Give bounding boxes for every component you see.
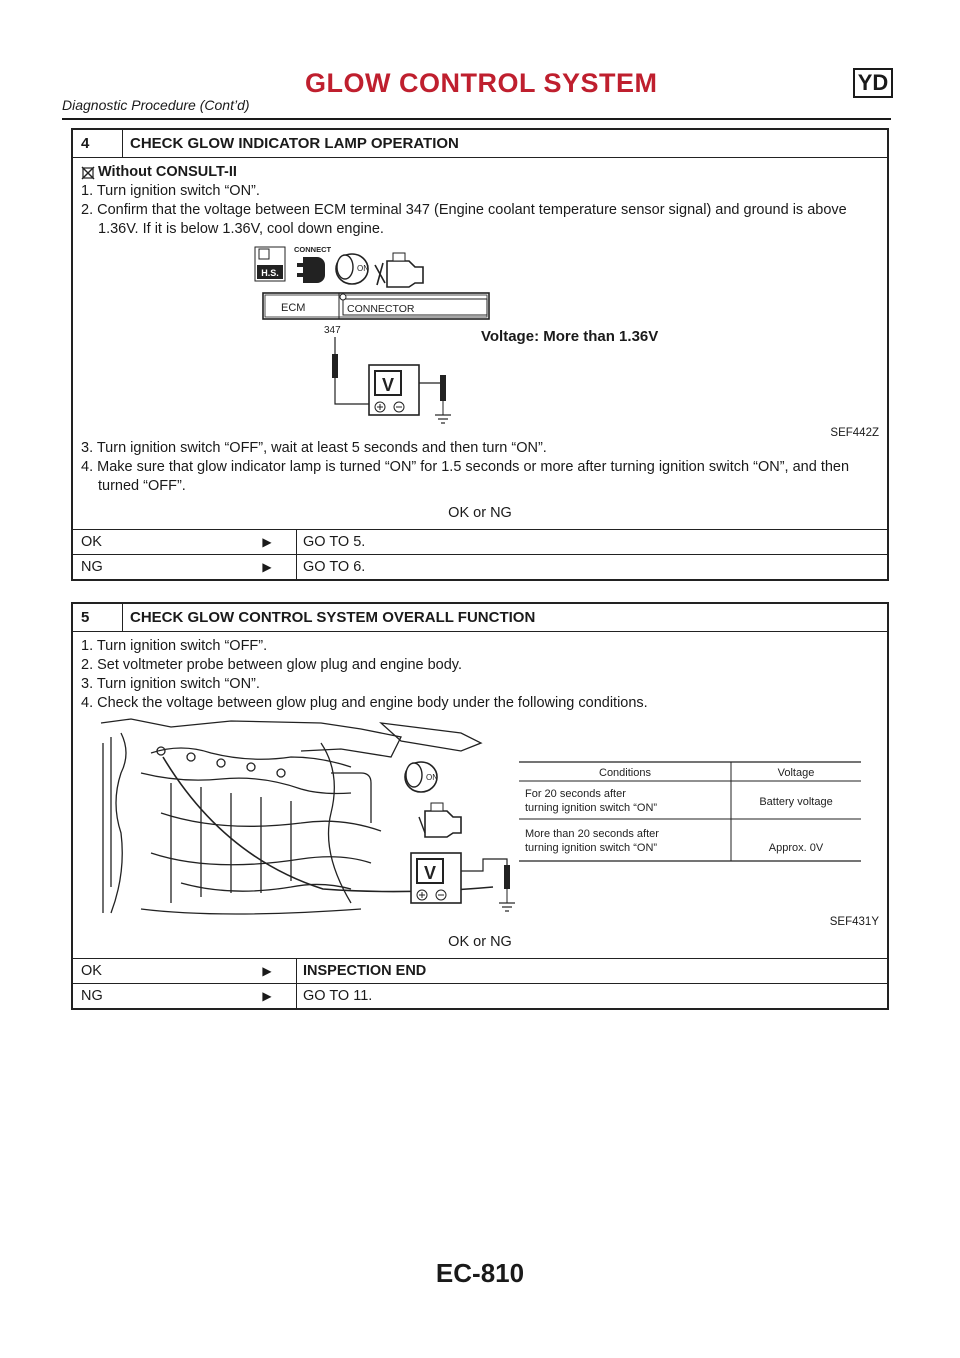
figure-id: SEF442Z	[830, 427, 879, 439]
connect-label: CONNECT	[294, 245, 332, 254]
section-number: 5	[73, 604, 123, 631]
step-3: 3. Turn ignition switch “ON”.	[81, 676, 260, 692]
key-on-label: ON	[426, 773, 438, 782]
connect-icon	[294, 245, 332, 283]
section-5-body	[73, 632, 887, 958]
step-4: 4. Check the voltage between glow plug and engine body under the following conditions.	[81, 695, 648, 711]
ecm-label: ECM	[281, 302, 306, 314]
ecm-connector	[263, 293, 489, 336]
table-cell: turning ignition switch “ON”	[525, 802, 658, 814]
page-subtitle: Diagnostic Procedure (Cont’d)	[62, 97, 250, 113]
result-action: GO TO 6.	[303, 559, 366, 575]
meter-label: V	[423, 863, 437, 883]
section-title: CHECK GLOW INDICATOR LAMP OPERATION	[130, 135, 459, 152]
result-row-ok[interactable]	[73, 529, 887, 554]
engine-icon	[419, 803, 461, 837]
voltage-spec: Voltage: More than 1.36V	[481, 328, 659, 345]
voltmeter	[411, 853, 515, 911]
no-consult-icon	[81, 166, 95, 180]
result-row-ok[interactable]	[73, 958, 887, 983]
ok-or-ng-label: OK or NG	[448, 934, 512, 950]
hs-label: H.S.	[261, 268, 279, 278]
section-5-header	[73, 604, 887, 632]
figure-sef442z	[81, 239, 879, 439]
result-label: NG	[81, 559, 103, 575]
section-number: 4	[73, 130, 123, 157]
result-action: GO TO 5.	[303, 534, 366, 550]
table-cell: turning ignition switch “ON”	[525, 842, 658, 854]
meter-label: V	[381, 375, 395, 395]
section-title: CHECK GLOW CONTROL SYSTEM OVERALL FUNCTION	[130, 609, 536, 626]
result-row-ng[interactable]	[73, 554, 887, 579]
table-cell: More than 20 seconds after	[525, 828, 659, 840]
key-on-label: ON	[357, 264, 369, 273]
section-4-box	[71, 128, 889, 581]
section-5-box	[71, 602, 889, 1010]
table-cell: For 20 seconds after	[525, 788, 626, 800]
arrow-right-icon: ▶	[238, 530, 297, 554]
step-4: 4. Make sure that glow indicator lamp is turned “ON” for 1.5 seconds or more after turning ignition switch “ON”, and then turned “OFF”.	[81, 459, 850, 494]
figure-id: SEF431Y	[829, 916, 879, 928]
table-header-voltage: Voltage	[777, 767, 815, 779]
page-number: EC-810	[435, 1258, 525, 1288]
voltmeter	[332, 337, 451, 423]
engine-code-badge: YD	[853, 68, 893, 98]
table-cell: Approx. 0V	[768, 842, 824, 854]
hs-icon	[255, 247, 285, 281]
step-1: 1. Turn ignition switch “ON”.	[81, 183, 260, 199]
section-4-header	[73, 130, 887, 158]
result-row-ng[interactable]	[73, 983, 887, 1008]
ignition-key-icon	[336, 254, 369, 284]
engine-icon	[375, 253, 423, 287]
result-label: NG	[81, 988, 103, 1004]
glow-plug-diagram	[81, 713, 881, 929]
ok-or-ng-label: OK or NG	[448, 505, 512, 521]
result-label: OK	[81, 963, 102, 979]
page-title: GLOW CONTROL SYSTEM	[305, 68, 658, 98]
result-action: INSPECTION END	[303, 963, 427, 979]
step-3: 3. Turn ignition switch “OFF”, wait at least 5 seconds and then turn “ON”.	[81, 440, 547, 456]
section-4-body	[73, 158, 887, 529]
header-rule	[62, 118, 891, 120]
mode-label: Without CONSULT-II	[98, 164, 237, 180]
step-2: 2. Set voltmeter probe between glow plug and engine body.	[81, 657, 463, 673]
step-2: 2. Confirm that the voltage between ECM terminal 347 (Engine coolant temperature sensor signal) and ground is above 1.36V. If it is below 1.36V, cool down engine.	[81, 202, 847, 237]
result-action: GO TO 11.	[303, 988, 373, 1004]
connector-label: CONNECTOR	[347, 303, 415, 315]
arrow-right-icon: ▶	[238, 959, 297, 983]
ignition-key-icon	[405, 762, 438, 792]
arrow-right-icon: ▶	[238, 555, 297, 579]
conditions-table	[519, 762, 861, 861]
arrow-right-icon: ▶	[238, 984, 297, 1008]
figure-sef431y	[81, 713, 879, 929]
mode-line	[81, 163, 879, 182]
step-1: 1. Turn ignition switch “OFF”.	[81, 638, 268, 654]
table-cell: Battery voltage	[759, 796, 833, 808]
table-header-conditions: Conditions	[599, 767, 651, 779]
result-label: OK	[81, 534, 102, 550]
terminal-label: 347	[324, 325, 341, 336]
